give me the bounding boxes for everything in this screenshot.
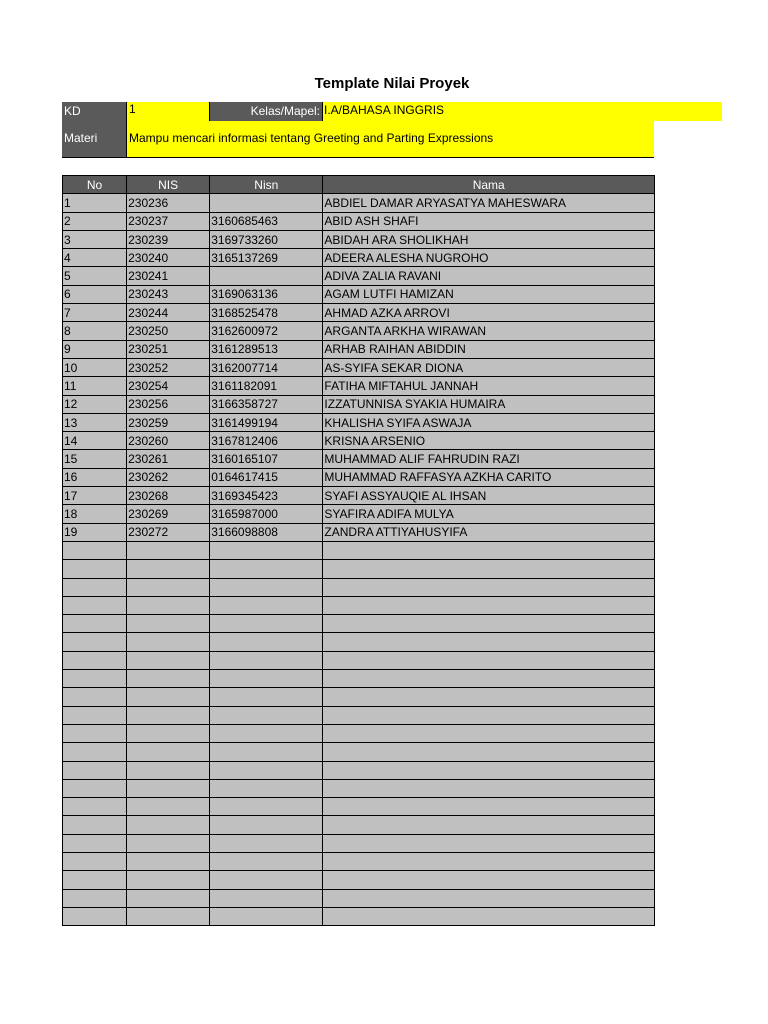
table-row [63,487,655,505]
cell-no[interactable] [63,688,127,706]
column-header-no[interactable]: No [63,176,127,194]
cell-no[interactable] [63,761,127,779]
cell-nisn[interactable]: 3166358727 [210,395,323,413]
cell-nis[interactable] [127,889,210,907]
cell-no[interactable] [63,670,127,688]
table-row [63,212,655,230]
cell-nama[interactable] [323,651,655,669]
cell-nisn[interactable]: 3161499194 [210,413,323,431]
cell-nis[interactable]: 230236 [127,194,210,212]
cell-nisn[interactable]: 3161182091 [210,377,323,395]
cell-nis[interactable] [127,816,210,834]
cell-nama[interactable]: ABID ASH SHAFI [323,212,655,230]
cell-nisn[interactable] [210,578,323,596]
cell-nama[interactable]: ADEERA ALESHA NUGROHO [323,249,655,267]
cell-nama[interactable]: ARGANTA ARKHA WIRAWAN [323,322,655,340]
cell-nisn[interactable] [210,779,323,797]
table-row [63,505,655,523]
table-row [63,340,655,358]
cell-nisn[interactable]: 3169063136 [210,285,323,303]
cell-nisn[interactable] [210,743,323,761]
cell-no[interactable] [63,852,127,870]
student-rows [63,194,655,926]
table-row [63,560,655,578]
cell-nis[interactable] [127,541,210,559]
table-row [63,852,655,870]
cell-nisn[interactable]: 3160165107 [210,450,323,468]
cell-nis[interactable] [127,560,210,578]
table-row [63,194,655,212]
cell-no[interactable]: 8 [63,322,127,340]
cell-nis[interactable] [127,724,210,742]
table-row [63,413,655,431]
cell-nis[interactable] [127,852,210,870]
cell-no[interactable]: 6 [63,285,127,303]
cell-no[interactable]: 4 [63,249,127,267]
cell-nama[interactable] [323,670,655,688]
cell-no[interactable]: 14 [63,432,127,450]
cell-nisn[interactable] [210,670,323,688]
cell-no[interactable] [63,596,127,614]
cell-nama[interactable] [323,834,655,852]
cell-no[interactable]: 16 [63,468,127,486]
cell-no[interactable]: 12 [63,395,127,413]
table-row [63,578,655,596]
cell-nisn[interactable]: 3165987000 [210,505,323,523]
cell-no[interactable] [63,743,127,761]
cell-nisn[interactable] [210,907,323,925]
cell-nama[interactable]: ABDIEL DAMAR ARYASATYA MAHESWARA [323,194,655,212]
cell-nisn[interactable] [210,761,323,779]
cell-nis[interactable]: 230269 [127,505,210,523]
cell-no[interactable] [63,816,127,834]
kelas-mapel-value-cell[interactable]: I.A/BAHASA INGGRIS [323,102,722,121]
cell-no[interactable]: 2 [63,212,127,230]
table-row [63,230,655,248]
cell-no[interactable] [63,706,127,724]
cell-nisn[interactable]: 3167812406 [210,432,323,450]
cell-no[interactable] [63,779,127,797]
cell-nama[interactable]: MUHAMMAD ALIF FAHRUDIN RAZI [323,450,655,468]
cell-nisn[interactable] [210,688,323,706]
cell-no[interactable]: 5 [63,267,127,285]
cell-nama[interactable]: FATIHA MIFTAHUL JANNAH [323,377,655,395]
cell-nis[interactable] [127,706,210,724]
materi-label: Materi [62,121,127,157]
cell-nama[interactable] [323,816,655,834]
table-row [63,541,655,559]
cell-nis[interactable]: 230241 [127,267,210,285]
cell-nis[interactable] [127,578,210,596]
cell-nama[interactable]: MUHAMMAD RAFFASYA AZKHA CARITO [323,468,655,486]
cell-nisn[interactable] [210,615,323,633]
cell-no[interactable] [63,633,127,651]
column-header-nama[interactable]: Nama [323,176,655,194]
table-row [63,834,655,852]
cell-no[interactable] [63,871,127,889]
table-row [63,816,655,834]
cell-nisn[interactable] [210,852,323,870]
cell-no[interactable] [63,651,127,669]
table-row [63,633,655,651]
cell-nis[interactable]: 230240 [127,249,210,267]
cell-no[interactable]: 18 [63,505,127,523]
cell-nis[interactable]: 230244 [127,304,210,322]
cell-nama[interactable] [323,907,655,925]
cell-nisn[interactable] [210,816,323,834]
cell-nis[interactable] [127,651,210,669]
cell-nis[interactable]: 230243 [127,285,210,303]
cell-nis[interactable]: 230262 [127,468,210,486]
table-row [63,358,655,376]
table-row [63,523,655,541]
cell-nama[interactable] [323,578,655,596]
cell-nis[interactable] [127,761,210,779]
cell-nis[interactable] [127,743,210,761]
cell-nisn[interactable]: 3161289513 [210,340,323,358]
cell-nama[interactable]: ARHAB RAIHAN ABIDDIN [323,340,655,358]
cell-nama[interactable]: KHALISHA SYIFA ASWAJA [323,413,655,431]
table-row [63,249,655,267]
cell-no[interactable] [63,615,127,633]
table-row [63,779,655,797]
cell-nama[interactable]: IZZATUNNISA SYAKIA HUMAIRA [323,395,655,413]
table-row [63,871,655,889]
cell-nisn[interactable] [210,267,323,285]
cell-nisn[interactable]: 0164617415 [210,468,323,486]
table-row [63,377,655,395]
cell-nisn[interactable] [210,798,323,816]
cell-nis[interactable]: 230239 [127,230,210,248]
kd-label: KD [62,102,127,121]
table-row [63,304,655,322]
cell-nisn[interactable]: 3160685463 [210,212,323,230]
column-header-nisn[interactable]: Nisn [210,176,323,194]
cell-nis[interactable] [127,798,210,816]
cell-no[interactable] [63,907,127,925]
table-row [63,615,655,633]
table-row [63,724,655,742]
cell-nama[interactable] [323,761,655,779]
cell-nisn[interactable] [210,871,323,889]
cell-no[interactable] [63,578,127,596]
cell-nis[interactable] [127,615,210,633]
cell-nisn[interactable] [210,633,323,651]
page-title: Template Nilai Proyek [314,75,470,92]
cell-nisn[interactable] [210,596,323,614]
table-row [63,907,655,925]
table-row [63,432,655,450]
cell-nis[interactable] [127,907,210,925]
cell-nama[interactable]: AS-SYIFA SEKAR DIONA [323,358,655,376]
kd-value-cell[interactable]: 1 [127,102,210,121]
cell-nama[interactable]: SYAFI ASSYAUQIE AL IHSAN [323,487,655,505]
cell-nis[interactable] [127,834,210,852]
cell-nama[interactable] [323,871,655,889]
cell-nis[interactable]: 230268 [127,487,210,505]
cell-nama[interactable] [323,596,655,614]
cell-nisn[interactable] [210,194,323,212]
table-row [63,743,655,761]
cell-no[interactable] [63,889,127,907]
cell-nis[interactable]: 230260 [127,432,210,450]
cell-nama[interactable]: AGAM LUTFI HAMIZAN [323,285,655,303]
cell-nis[interactable]: 230261 [127,450,210,468]
header-bottom-rule [62,157,654,158]
cell-no[interactable]: 3 [63,230,127,248]
cell-no[interactable] [63,560,127,578]
table-row [63,395,655,413]
cell-nisn[interactable] [210,560,323,578]
cell-nama[interactable] [323,688,655,706]
cell-nisn[interactable]: 3168525478 [210,304,323,322]
cell-nisn[interactable]: 3166098808 [210,523,323,541]
cell-no[interactable] [63,798,127,816]
cell-nama[interactable] [323,724,655,742]
cell-nis[interactable]: 230272 [127,523,210,541]
cell-nama[interactable] [323,798,655,816]
table-row [63,706,655,724]
table-row [63,285,655,303]
cell-nama[interactable] [323,779,655,797]
cell-no[interactable] [63,724,127,742]
table-row [63,450,655,468]
cell-nisn[interactable] [210,834,323,852]
cell-nisn[interactable]: 3162600972 [210,322,323,340]
table-row [63,889,655,907]
cell-nisn[interactable] [210,706,323,724]
cell-nis[interactable] [127,871,210,889]
cell-no[interactable]: 19 [63,523,127,541]
cell-nis[interactable]: 230237 [127,212,210,230]
table-row [63,761,655,779]
cell-nis[interactable] [127,779,210,797]
cell-nama[interactable] [323,615,655,633]
cell-nis[interactable] [127,596,210,614]
cell-nama[interactable] [323,633,655,651]
cell-nama[interactable] [323,889,655,907]
cell-nisn[interactable] [210,651,323,669]
cell-no[interactable] [63,541,127,559]
cell-nama[interactable]: ADIVA ZALIA RAVANI [323,267,655,285]
cell-nisn[interactable] [210,724,323,742]
cell-no[interactable]: 11 [63,377,127,395]
cell-nama[interactable] [323,743,655,761]
table-row [63,670,655,688]
cell-nis[interactable]: 230252 [127,358,210,376]
table-row [63,322,655,340]
cell-no[interactable]: 17 [63,487,127,505]
cell-nisn[interactable]: 3165137269 [210,249,323,267]
cell-nisn[interactable]: 3169733260 [210,230,323,248]
cell-nis[interactable]: 230250 [127,322,210,340]
table-row [63,596,655,614]
table-row [63,798,655,816]
cell-nis[interactable] [127,633,210,651]
cell-nama[interactable]: SYAFIRA ADIFA MULYA [323,505,655,523]
cell-nisn[interactable] [210,541,323,559]
cell-nis[interactable]: 230254 [127,377,210,395]
cell-nis[interactable]: 230256 [127,395,210,413]
cell-nama[interactable]: ABIDAH ARA SHOLIKHAH [323,230,655,248]
cell-no[interactable]: 15 [63,450,127,468]
cell-nama[interactable] [323,706,655,724]
cell-no[interactable]: 7 [63,304,127,322]
cell-nama[interactable] [323,560,655,578]
cell-nis[interactable]: 230259 [127,413,210,431]
cell-nis[interactable]: 230251 [127,340,210,358]
student-table [62,175,655,926]
cell-no[interactable] [63,834,127,852]
cell-nisn[interactable]: 3162007714 [210,358,323,376]
table-row [63,267,655,285]
cell-no[interactable]: 13 [63,413,127,431]
materi-value-cell[interactable]: Mampu mencari informasi tentang Greeting and Parting Expressions [127,121,654,157]
table-row [63,688,655,706]
kelas-mapel-label: Kelas/Mapel: [210,102,323,121]
table-header-row [63,176,655,194]
cell-nama[interactable]: AHMAD AZKA ARROVI [323,304,655,322]
cell-nama[interactable]: KRISNA ARSENIO [323,432,655,450]
cell-nama[interactable] [323,541,655,559]
cell-nis[interactable] [127,688,210,706]
cell-nisn[interactable]: 3169345423 [210,487,323,505]
cell-no[interactable]: 1 [63,194,127,212]
cell-nisn[interactable] [210,889,323,907]
cell-nis[interactable] [127,670,210,688]
table-row [63,651,655,669]
table-row [63,468,655,486]
cell-nama[interactable] [323,852,655,870]
cell-no[interactable]: 9 [63,340,127,358]
cell-no[interactable]: 10 [63,358,127,376]
cell-nama[interactable]: ZANDRA ATTIYAHUSYIFA [323,523,655,541]
column-header-nis[interactable]: NIS [127,176,210,194]
